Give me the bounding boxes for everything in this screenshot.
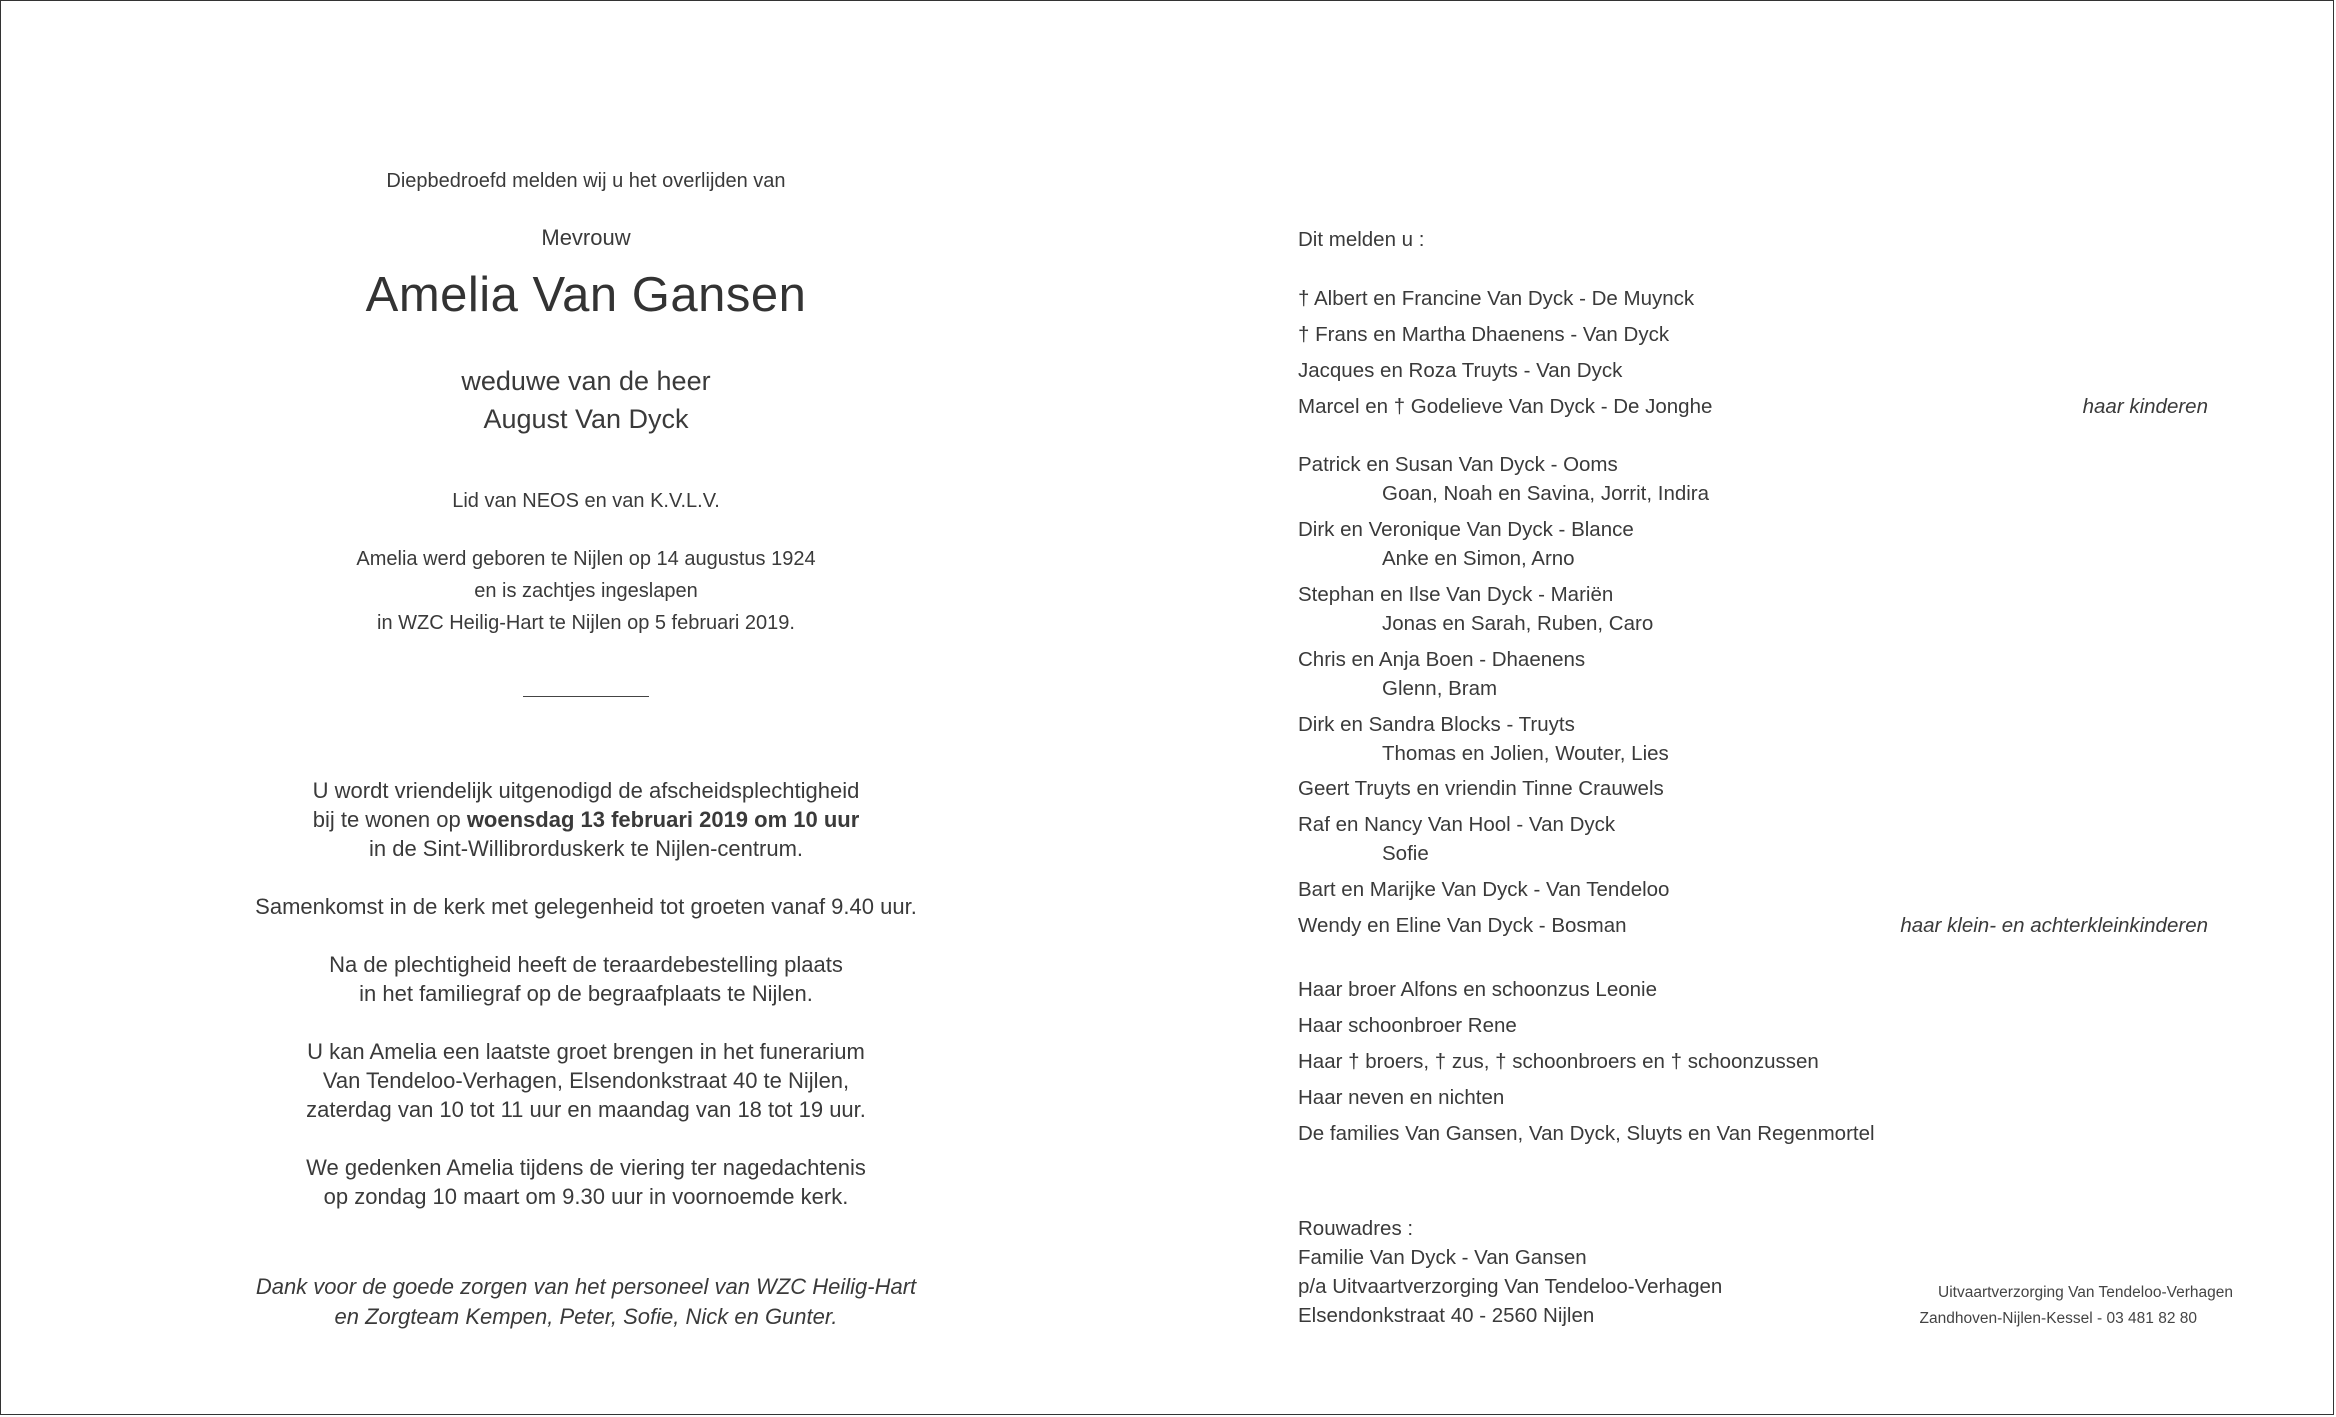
birth-line: en is zachtjes ingeslapen bbox=[474, 580, 698, 602]
grandchild-kids: Glenn, Bram bbox=[1382, 677, 1498, 700]
grandchild-kids: Thomas en Jolien, Wouter, Lies bbox=[1382, 742, 1669, 765]
remembrance-line: op zondag 10 maart om 9.30 uur in voornoemde kerk. bbox=[323, 1184, 849, 1209]
child-line: † Frans en Martha Dhaenens - Van Dyck bbox=[1298, 323, 1670, 346]
invite-line: U wordt vriendelijk uitgenodigd de afscheidsplechtigheid bbox=[312, 778, 860, 803]
invite-line: in de Sint-Willibrorduskerk te Nijlen-centrum. bbox=[368, 836, 804, 861]
ceremony-date: woensdag 13 februari 2019 om 10 uur bbox=[466, 807, 860, 832]
address-line: Familie Van Dyck - Van Gansen bbox=[1298, 1246, 1587, 1269]
remembrance-line: We gedenken Amelia tijdens de viering ter nagedachtenis bbox=[306, 1155, 866, 1180]
funeral-home-line: Van Tendeloo-Verhagen, Elsendonkstraat 40 te Nijlen, bbox=[322, 1068, 850, 1093]
child-line: † Albert en Francine Van Dyck - De Muynck bbox=[1298, 287, 1695, 310]
grandchild-couple: Dirk en Sandra Blocks - Truyts bbox=[1298, 713, 1575, 736]
burial-line: in het familiegraf op de begraafplaats te Nijlen. bbox=[359, 981, 813, 1006]
address-line: p/a Uitvaartverzorging Van Tendeloo-Verhagen bbox=[1298, 1275, 1723, 1298]
membership-text: Lid van NEOS en van K.V.L.V. bbox=[452, 490, 720, 512]
widow-line: weduwe van de heer bbox=[461, 366, 711, 396]
relative-line: De families Van Gansen, Van Dyck, Sluyts en Van Regenmortel bbox=[1298, 1122, 1875, 1145]
undertaker-contact: Zandhoven-Nijlen-Kessel - 03 481 82 80 bbox=[1919, 1310, 2197, 1327]
family-heading: Dit melden u : bbox=[1298, 228, 1425, 251]
birth-line: Amelia werd geboren te Nijlen op 14 augustus 1924 bbox=[356, 548, 816, 570]
relative-line: Haar neven en nichten bbox=[1298, 1086, 1505, 1109]
intro-text: Diepbedroefd melden wij u het overlijden van bbox=[386, 170, 786, 192]
funeral-home-line: zaterdag van 10 tot 11 uur en maandag van 18 tot 19 uur. bbox=[306, 1097, 866, 1122]
relative-line: Haar † broers, † zus, † schoonbroers en † schoonzussen bbox=[1298, 1050, 1819, 1073]
relative-line: Haar broer Alfons en schoonzus Leonie bbox=[1298, 978, 1657, 1001]
grandchild-kids: Anke en Simon, Arno bbox=[1382, 547, 1575, 570]
grandchild-couple: Bart en Marijke Van Dyck - Van Tendeloo bbox=[1298, 878, 1670, 901]
grandchild-couple: Wendy en Eline Van Dyck - Bosman bbox=[1298, 914, 1627, 937]
grandchild-couple: Geert Truyts en vriendin Tinne Crauwels bbox=[1298, 777, 1664, 800]
grandchild-couple: Stephan en Ilse Van Dyck - Mariën bbox=[1298, 583, 1614, 606]
grandchild-kids: Sofie bbox=[1382, 842, 1429, 865]
gathering-text: Samenkomst in de kerk met gelegenheid tot groeten vanaf 9.40 uur. bbox=[255, 894, 917, 919]
grandchild-couple: Chris en Anja Boen - Dhaenens bbox=[1298, 648, 1586, 671]
thanks-line: Dank voor de goede zorgen van het personeel van WZC Heilig-Hart bbox=[255, 1274, 917, 1299]
grandchildren-note: haar klein- en achterkleinkinderen bbox=[1900, 914, 2208, 937]
divider bbox=[523, 696, 649, 697]
deceased-name: Amelia Van Gansen bbox=[365, 268, 807, 322]
grandchild-kids: Jonas en Sarah, Ruben, Caro bbox=[1382, 612, 1654, 635]
grandchild-kids: Goan, Noah en Savina, Jorrit, Indira bbox=[1382, 482, 1710, 505]
children-note: haar kinderen bbox=[2082, 395, 2208, 418]
invite-text: bij te wonen op bbox=[312, 807, 467, 832]
grandchild-couple: Patrick en Susan Van Dyck - Ooms bbox=[1298, 453, 1618, 476]
relative-line: Haar schoonbroer Rene bbox=[1298, 1014, 1517, 1037]
grandchild-couple: Raf en Nancy Van Hool - Van Dyck bbox=[1298, 813, 1616, 836]
spouse-name: August Van Dyck bbox=[483, 404, 689, 434]
birth-line: in WZC Heilig-Hart te Nijlen op 5 februari 2019. bbox=[377, 612, 795, 634]
address-line: Elsendonkstraat 40 - 2560 Nijlen bbox=[1298, 1304, 1595, 1327]
invite-line bbox=[181, 805, 991, 835]
thanks-line: en Zorgteam Kempen, Peter, Sofie, Nick en Gunter. bbox=[334, 1304, 838, 1329]
burial-line: Na de plechtigheid heeft de teraardebestelling plaats bbox=[329, 952, 843, 977]
salutation: Mevrouw bbox=[541, 225, 631, 250]
child-line: Jacques en Roza Truyts - Van Dyck bbox=[1298, 359, 1623, 382]
undertaker-name: Uitvaartverzorging Van Tendeloo-Verhagen bbox=[1938, 1284, 2233, 1301]
child-line: Marcel en † Godelieve Van Dyck - De Jonghe bbox=[1298, 395, 1713, 418]
address-label: Rouwadres : bbox=[1298, 1217, 1414, 1240]
funeral-home-line: U kan Amelia een laatste groet brengen in het funerarium bbox=[307, 1039, 865, 1064]
grandchild-couple: Dirk en Veronique Van Dyck - Blance bbox=[1298, 518, 1634, 541]
